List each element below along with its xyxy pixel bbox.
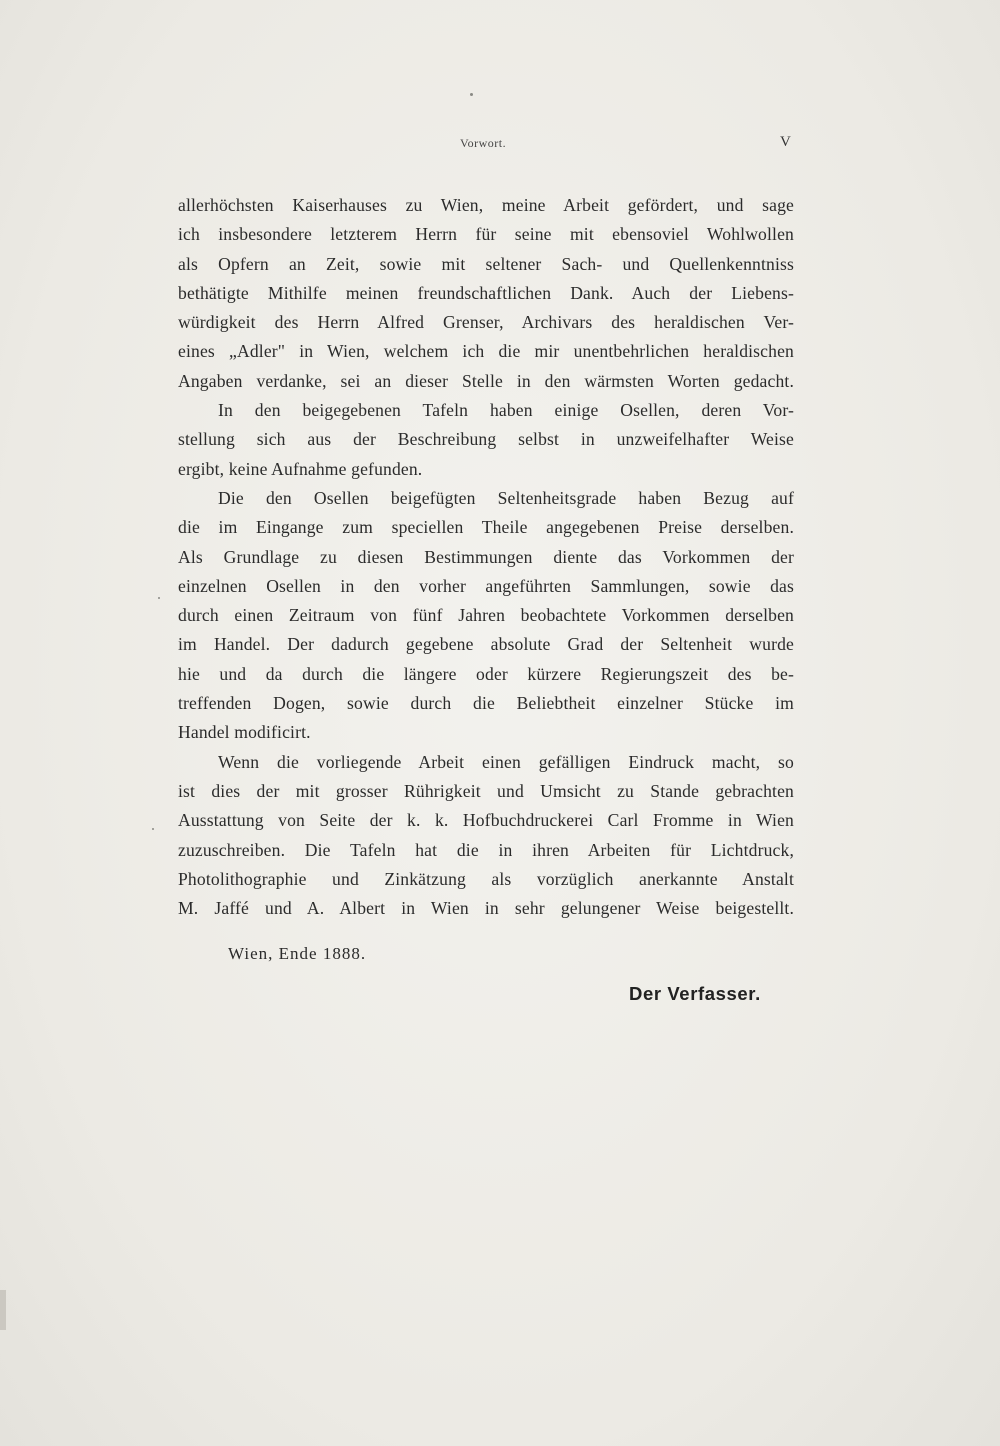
text-line: ergibt, keine Aufnahme gefunden.: [178, 458, 423, 479]
text-line: zuzuschreiben. Die Tafeln hat die in ihren Arbeiten für Lichtdruck,: [178, 839, 794, 860]
text-line: durch einen Zeitraum von fünf Jahren beobachtete Vorkommen derselben: [178, 605, 794, 626]
text-line: Wenn die vorliegende Arbeit einen gefälligen Eindruck macht, so: [218, 751, 794, 772]
paper-speck: [470, 93, 473, 96]
text-line: eines „Adler" in Wien, welchem ich die mir unentbehrlichen heraldischen: [178, 341, 794, 362]
paper-speck: [158, 597, 160, 599]
page-number: V: [780, 134, 791, 150]
text-line: treffenden Dogen, sowie durch die Beliebtheit einzelner Stücke im: [178, 693, 794, 714]
text-line: ich insbesondere letzterem Herrn für seine mit ebensoviel Wohlwollen: [178, 224, 794, 245]
text-line: einzelnen Osellen in den vorher angeführten Sammlungen, sowie das: [178, 575, 794, 596]
text-line: Handel modificirt.: [178, 722, 311, 743]
scan-edge-mark: [0, 1290, 6, 1330]
text-line: M. Jaffé und A. Albert in Wien in sehr gelungener Weise beigestellt.: [178, 898, 794, 919]
text-line: Photolithographie und Zinkätzung als vorzüglich anerkannte Anstalt: [178, 868, 794, 889]
place-date: Wien, Ende 1888.: [228, 944, 367, 963]
text-line: Ausstattung von Seite der k. k. Hofbuchdruckerei Carl Fromme in Wien: [178, 810, 794, 831]
text-line: allerhöchsten Kaiserhauses zu Wien, meine Arbeit gefördert, und sage: [178, 195, 794, 215]
body-text: [178, 191, 794, 923]
text-line: bethätigte Mithilfe meinen freundschaftlichen Dank. Auch der Liebens-: [178, 282, 794, 303]
text-line: als Opfern an Zeit, sowie mit seltener Sach- und Quellenkenntniss: [178, 253, 794, 274]
text-line: im Handel. Der dadurch gegebene absolute Grad der Seltenheit wurde: [178, 634, 794, 655]
paper-speck: [152, 828, 154, 830]
text-line: In den beigegebenen Tafeln haben einige Osellen, deren Vor-: [218, 400, 794, 421]
text-line: stellung sich aus der Beschreibung selbst in unzweifelhafter Weise: [178, 429, 794, 450]
text-line: die im Eingange zum speciellen Theile angegebenen Preise derselben.: [178, 517, 794, 538]
text-line: würdigkeit des Herrn Alfred Grenser, Archivars des heraldischen Ver-: [178, 312, 794, 333]
running-title: Vorwort.: [460, 136, 507, 150]
text-line: Als Grundlage zu diesen Bestimmungen diente das Vorkommen der: [178, 546, 794, 567]
signature: Der Verfasser.: [629, 983, 761, 1004]
text-line: ist dies der mit grosser Rührigkeit und Umsicht zu Stande gebrachten: [178, 780, 794, 801]
text-line: Die den Osellen beigefügten Seltenheitsgrade haben Bezug auf: [218, 487, 794, 508]
text-line: hie und da durch die längere oder kürzere Regierungszeit des be-: [178, 663, 794, 684]
text-line: Angaben verdanke, sei an dieser Stelle in den wärmsten Worten gedacht.: [178, 370, 794, 391]
running-head: [0, 134, 1000, 154]
